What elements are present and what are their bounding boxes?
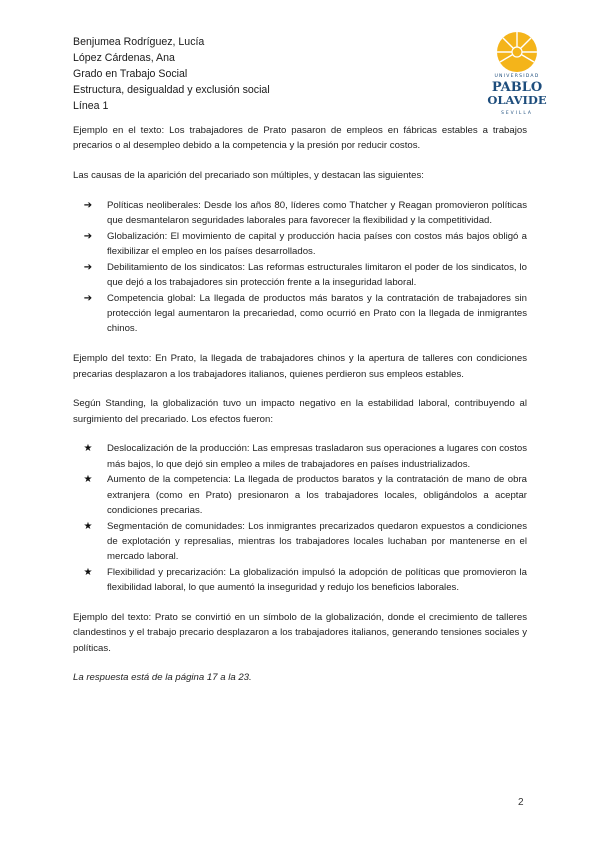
document-body: [73, 123, 527, 700]
list-item: [73, 565, 527, 595]
list-item-text: Segmentación de comunidades: Los inmigrantes precarizados quedaron expuestos a condiciones de explotación y represalias, mientras los trabajadores locales luchaban por mantenerse en el mercado laboral.: [107, 520, 527, 563]
star-bullet-icon: ★: [83, 443, 93, 455]
list-item-text: Competencia global: La llegada de productos más baratos y la contratación de trabajadores sin protección legal aumentaron la precariedad, como ocurrió en Prato con la llegada de inmigrantes chinos.: [107, 292, 527, 335]
author-header: [73, 34, 270, 114]
paragraph-example-2: Ejemplo del texto: En Prato, la llegada de trabajadores chinos y la apertura de talleres con condiciones precarias desplazaron a los trabajadores italianos, quienes perdieron sus empleos estables.: [73, 353, 527, 380]
list-item: [73, 441, 527, 471]
list-item: [73, 519, 527, 565]
list-item: [73, 260, 527, 290]
star-bullet-icon: ★: [83, 474, 93, 486]
arrow-bullet-icon: ➔: [83, 292, 93, 304]
list-item: [73, 198, 527, 228]
logo-bottom-text: SEVILLA: [501, 111, 533, 116]
list-item-text: Políticas neoliberales: Desde los años 80, líderes como Thatcher y Reagan promovieron políticas que desmantelaron seguridades laborales para favorecer la flexibilidad y la competitividad.: [107, 199, 527, 226]
header-line-subject: Estructura, desigualdad y exclusión social: [73, 84, 270, 96]
list-item: [73, 229, 527, 259]
list-item-text: Flexibilidad y precarización: La globalización impulsó la adopción de políticas que promovieron la flexibilidad laboral, lo que aumentó la inseguridad y redujo los beneficios laborales.: [107, 566, 527, 594]
paragraph-causes-intro: Las causas de la aparición del precariado son múltiples, y destacan las siguientes:: [73, 170, 424, 181]
list-item-text: Globalización: El movimiento de capital y producción hacia países con costos más bajos obligó a flexibilizar el empleo en los países desarrollados.: [107, 230, 527, 257]
list-item-text: Aumento de la competencia: La llegada de productos baratos y la contratación de mano de obra extranjera (como en Prato) presionaron a los trabajadores locales, obligándolos a aceptar condiciones precarias.: [107, 474, 527, 516]
page-number: 2: [518, 797, 524, 808]
header-line-degree: Grado en Trabajo Social: [73, 68, 188, 80]
paragraph-example-1: Ejemplo en el texto: Los trabajadores de Prato pasaron de empleos en fábricas estables a trabajos precarios o al desempleo debido a la competencia y la presión por reducir costos.: [73, 125, 527, 152]
list-item-text: Deslocalización de la producción: Las empresas trasladaron sus operaciones a lugares con costos más bajos, lo que dejó sin empleo a miles de trabajadores en países industrializados.: [107, 443, 527, 470]
logo-line1: PABLO: [491, 80, 543, 95]
logo-top-text: UNIVERSIDAD: [494, 74, 540, 79]
paragraph-effects-intro: Según Standing, la globalización tuvo un impacto negativo en la estabilidad laboral, contribuyendo al surgimiento del precariado. Los efectos fueron:: [73, 398, 527, 425]
arrow-bullet-icon: ➔: [83, 199, 93, 211]
list-item-text: Debilitamiento de los sindicatos: Las reformas estructurales limitaron el poder de los sindicatos, lo que dejó a los trabajadores sin protección frente a la inseguridad laboral.: [107, 261, 527, 288]
star-bullet-icon: ★: [83, 520, 93, 532]
header-line-author-1: Benjumea Rodríguez, Lucía: [73, 36, 205, 48]
logo-line2: OLAVIDE: [487, 93, 547, 107]
header-line-author-2: López Cárdenas, Ana: [73, 52, 175, 64]
arrow-bullet-icon: ➔: [83, 261, 93, 273]
paragraph-example-3: Ejemplo del texto: Prato se convirtió en un símbolo de la globalización, donde el crecimiento de talleres clandestinos y el trabajo precario desplazaron a los trabajadores italianos, generando tensiones sociales y políticas.: [73, 612, 527, 654]
page-reference-note: La respuesta está de la página 17 a la 23.: [73, 672, 252, 684]
list-item: [73, 291, 527, 337]
sun-icon: [497, 32, 537, 72]
star-bullet-icon: ★: [83, 566, 93, 578]
causes-list: [73, 198, 527, 337]
arrow-bullet-icon: ➔: [83, 230, 93, 242]
effects-list: [73, 441, 527, 595]
list-item: [73, 472, 527, 518]
header-line-line: Línea 1: [73, 100, 109, 112]
university-logo: [484, 30, 550, 122]
